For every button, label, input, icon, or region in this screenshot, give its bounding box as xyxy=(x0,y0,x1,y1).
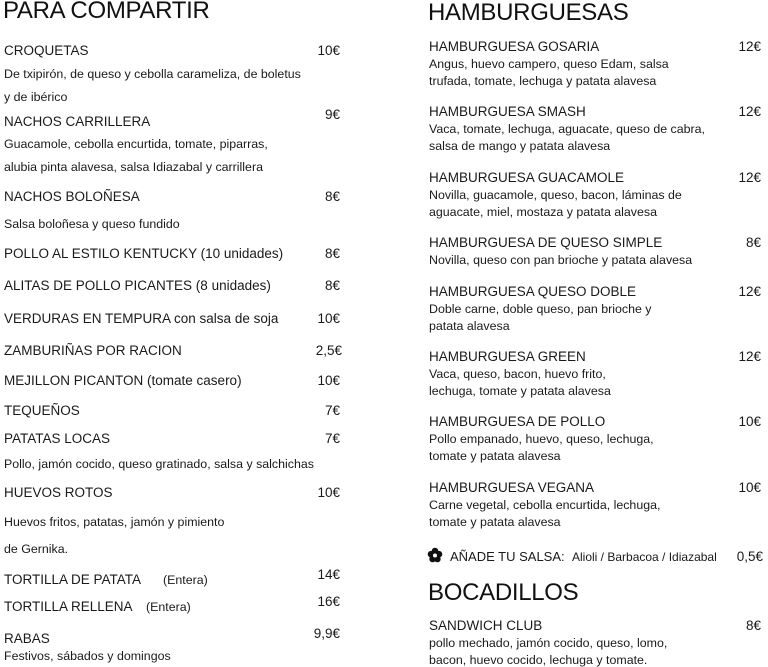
item-desc-green-1: Vaca, queso, bacon, huevo frito, xyxy=(429,367,606,381)
item-name-vegana: HAMBURGUESA VEGANA xyxy=(429,480,595,495)
item-price-croquetas: 10€ xyxy=(317,43,340,58)
item-price-queso-doble: 12€ xyxy=(738,284,761,299)
item-price-patatas-locas: 7€ xyxy=(324,431,340,446)
flower-icon xyxy=(427,547,443,563)
item-name-green: HAMBURGUESA GREEN xyxy=(429,349,586,364)
item-note-tortilla-rellena: (Entera) xyxy=(146,600,191,614)
item-desc-guacamole-2: aguacate, miel, mostaza y patata alavesa xyxy=(429,205,657,219)
item-name-queso-simple: HAMBURGUESA DE QUESO SIMPLE xyxy=(429,235,663,250)
item-name-alitas: ALITAS DE POLLO PICANTES (8 unidades) xyxy=(4,278,271,293)
item-name-verduras-tempura: VERDURAS EN TEMPURA con salsa de soja xyxy=(4,311,279,326)
item-desc-guacamole-1: Novilla, guacamole, queso, bacon, láminas de xyxy=(429,188,682,202)
item-price-gosaria: 12€ xyxy=(738,39,761,54)
item-price-tequenos: 7€ xyxy=(324,403,340,418)
item-name-tequenos: TEQUEÑOS xyxy=(4,403,80,418)
item-name-queso-doble: HAMBURGUESA QUESO DOBLE xyxy=(429,284,637,299)
section-title-bocadillos: BOCADILLOS xyxy=(428,579,579,606)
item-price-huevos-rotos: 10€ xyxy=(317,485,340,500)
item-name-mejillon: MEJILLON PICANTON (tomate casero) xyxy=(4,373,242,388)
item-desc-vegana-1: Carne vegetal, cebolla encurtida, lechuga, xyxy=(429,498,661,512)
item-price-mejillon: 10€ xyxy=(317,373,340,388)
item-name-croquetas: CROQUETAS xyxy=(4,43,89,58)
item-desc-croquetas-2: y de ibérico xyxy=(4,90,68,104)
item-name-rabas: RABAS xyxy=(4,631,50,646)
item-desc-patatas-locas: Pollo, jamón cocido, queso gratinado, salsa y salchichas xyxy=(4,457,314,471)
item-name-guacamole: HAMBURGUESA GUACAMOLE xyxy=(429,170,625,185)
item-desc-nachos-bolonesa: Salsa boloñesa y queso fundido xyxy=(4,217,180,231)
salsa-label: AÑADE TU SALSA: xyxy=(450,549,565,564)
item-name-tortilla-patata: TORTILLA DE PATATA xyxy=(4,572,142,587)
item-desc-pollo-2: tomate y patata alavesa xyxy=(429,449,561,463)
item-name-patatas-locas: PATATAS LOCAS xyxy=(4,431,111,446)
item-name-gosaria: HAMBURGUESA GOSARIA xyxy=(429,39,600,54)
item-desc-smash-1: Vaca, tomate, lechuga, aguacate, queso de cabra, xyxy=(429,122,705,136)
item-price-nachos-bolonesa: 8€ xyxy=(324,189,340,204)
salsa-price: 0,5€ xyxy=(736,549,763,564)
item-desc-nachos-carrillera-1: Guacamole, cebolla encurtida, tomate, piparras, xyxy=(4,137,268,151)
item-desc-sandwich-club-1: pollo mechado, jamón cocido, queso, lomo, xyxy=(429,636,668,650)
item-desc-queso-doble-1: Doble carne, doble queso, pan brioche y xyxy=(429,302,652,316)
item-name-pollo: HAMBURGUESA DE POLLO xyxy=(429,414,606,429)
item-price-green: 12€ xyxy=(738,349,761,364)
item-price-smash: 12€ xyxy=(738,104,761,119)
item-price-sandwich-club: 8€ xyxy=(745,618,761,633)
item-price-guacamole: 12€ xyxy=(738,170,761,185)
item-price-nachos-carrillera: 9€ xyxy=(324,107,340,122)
item-price-vegana: 10€ xyxy=(738,480,761,495)
item-price-verduras-tempura: 10€ xyxy=(317,311,340,326)
item-price-queso-simple: 8€ xyxy=(745,235,761,250)
item-name-tortilla-rellena: TORTILLA RELLENA xyxy=(4,599,133,614)
section-title-hamburguesas: HAMBURGUESAS xyxy=(428,0,629,26)
item-desc-green-2: lechuga, tomate y patata alavesa xyxy=(429,384,611,398)
item-price-alitas: 8€ xyxy=(324,278,340,293)
item-note-tortilla-patata: (Entera) xyxy=(163,573,208,587)
item-desc-huevos-rotos-1: Huevos fritos, patatas, jamón y pimiento xyxy=(4,515,225,529)
item-name-nachos-carrillera: NACHOS CARRILLERA xyxy=(4,114,151,129)
item-price-tortilla-patata: 14€ xyxy=(317,567,340,582)
item-desc-croquetas-1: De txipirón, de queso y cebolla carameliza, de boletus xyxy=(4,67,301,81)
item-name-sandwich-club: SANDWICH CLUB xyxy=(429,618,543,633)
item-name-smash: HAMBURGUESA SMASH xyxy=(429,104,586,119)
item-price-rabas: 9,9€ xyxy=(313,626,340,641)
item-name-huevos-rotos: HUEVOS ROTOS xyxy=(4,485,113,500)
item-desc-smash-2: salsa de mango y patata alavesa xyxy=(429,139,611,153)
item-desc-nachos-carrillera-2: alubia pinta alavesa, salsa Idiazabal y carrillera xyxy=(4,160,263,174)
item-desc-vegana-2: tomate y patata alavesa xyxy=(429,515,561,529)
salsa-options: Alioli / Barbacoa / Idiazabal xyxy=(572,550,717,564)
item-name-pollo-kentucky: POLLO AL ESTILO KENTUCKY (10 unidades) xyxy=(4,246,284,261)
item-desc-queso-simple: Novilla, queso con pan brioche y patata alavesa xyxy=(429,253,693,267)
item-price-tortilla-rellena: 16€ xyxy=(317,594,340,609)
item-desc-sandwich-club-2: bacon, huevo cocido, lechuga y tomate. xyxy=(429,653,648,667)
item-desc-queso-doble-2: patata alavesa xyxy=(429,319,510,333)
item-desc-pollo-1: Pollo empanado, huevo, queso, lechuga, xyxy=(429,432,654,446)
item-price-pollo: 10€ xyxy=(738,414,761,429)
item-desc-huevos-rotos-2: de Gernika. xyxy=(4,542,69,556)
item-name-nachos-bolonesa: NACHOS BOLOÑESA xyxy=(4,189,140,204)
item-name-zamburinas: ZAMBURIÑAS POR RACION xyxy=(4,343,182,358)
item-desc-gosaria-1: Angus, huevo campero, queso Edam, salsa xyxy=(429,57,669,71)
item-price-pollo-kentucky: 8€ xyxy=(324,246,340,261)
item-desc-gosaria-2: trufada, tomate, lechuga y patata alavesa xyxy=(429,74,657,88)
item-desc-rabas: Festivos, sábados y domingos xyxy=(4,649,171,663)
item-price-zamburinas: 2,5€ xyxy=(315,343,342,358)
section-title-para-compartir: PARA COMPARTIR xyxy=(3,0,210,24)
